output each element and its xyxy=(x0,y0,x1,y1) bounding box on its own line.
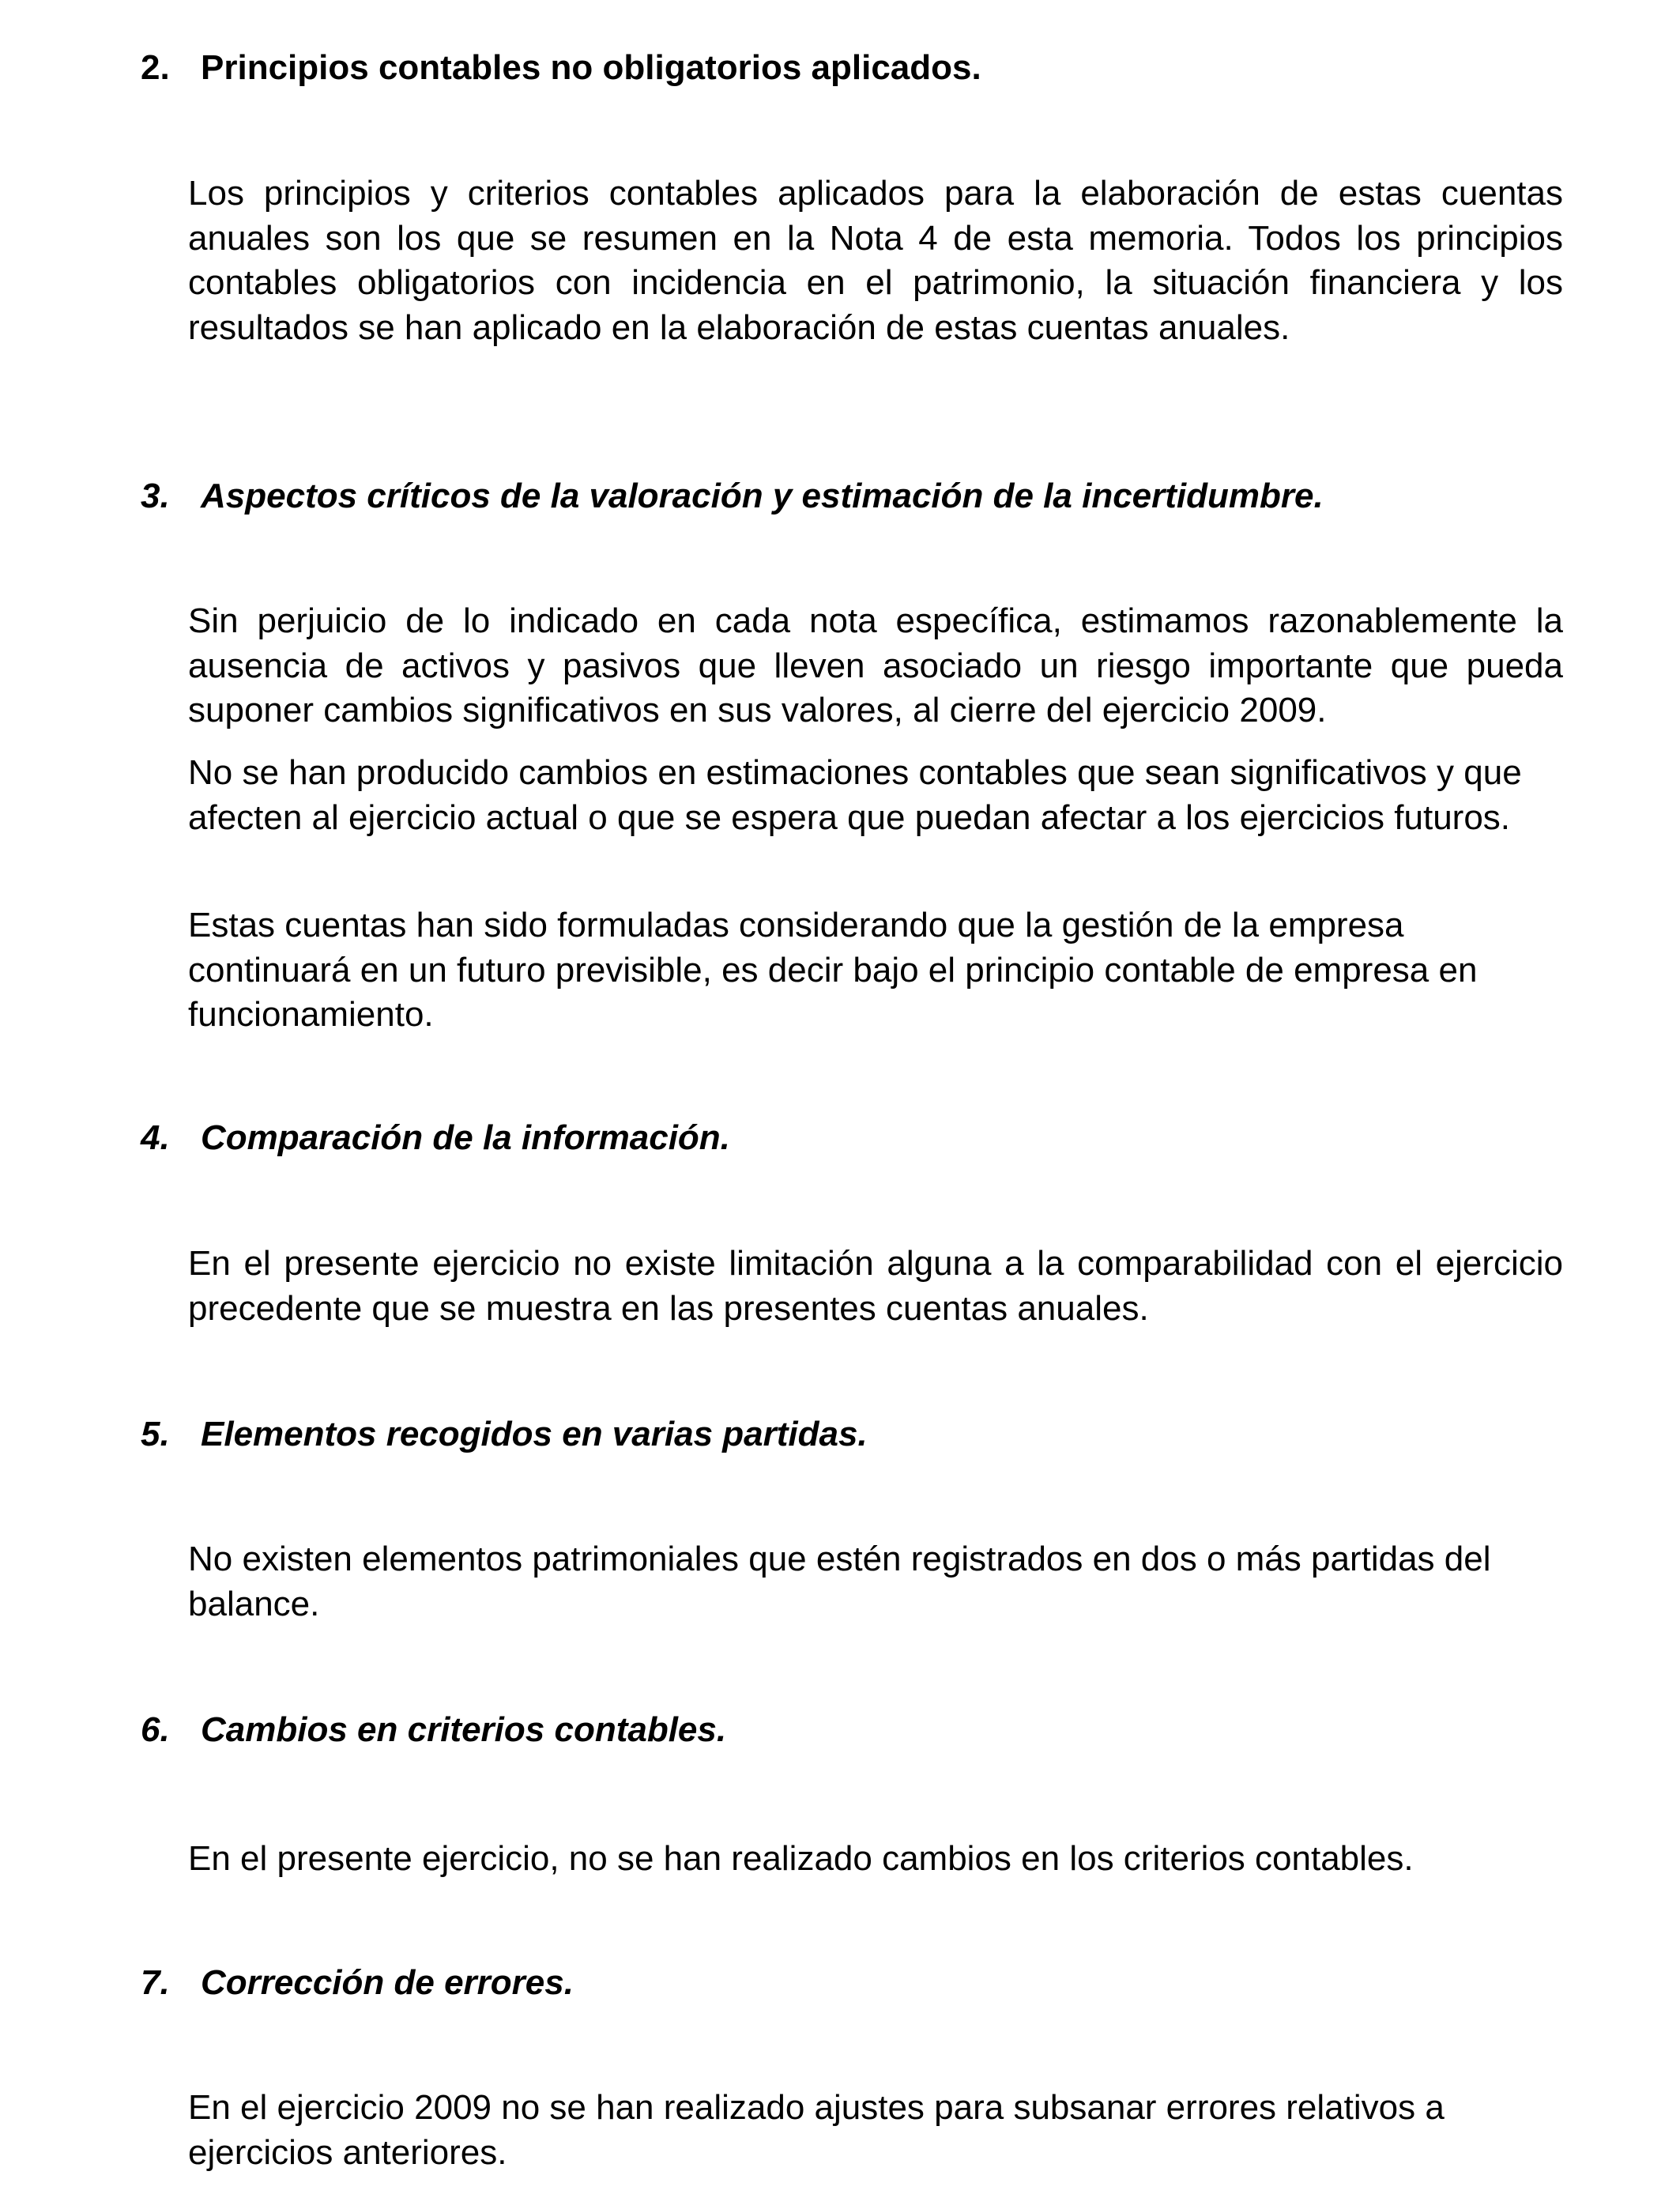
section-heading-3 xyxy=(141,474,1579,518)
section-5-paragraph-1: No existen elementos patrimoniales que estén registrados en dos o más partidas del balance. xyxy=(188,1540,1491,1623)
section-number: 4. xyxy=(141,1118,170,1157)
section-heading-7 xyxy=(141,1961,1579,2005)
section-7-paragraph-1: En el ejercicio 2009 no se han realizado ajustes para subsanar errores relativos a ejercicios anteriores. xyxy=(188,2088,1445,2172)
section-number: 5. xyxy=(141,1415,170,1453)
section-2-paragraph-1: Los principios y criterios contables aplicados para la elaboración de estas cuentas anuales son los que se resumen en la Nota 4 de esta memoria. Todos los principios contables obligatorios con incidencia en el patrimonio, la situación financiera y los resultados se han aplicado en la elaboración de estas cuentas anuales. xyxy=(188,174,1563,347)
section-3-paragraph-2: No se han producido cambios en estimaciones contables que sean significativos y que afecten al ejercicio actual o que se espera que puedan afectar a los ejercicios futuros. xyxy=(188,753,1522,837)
section-number: 3. xyxy=(141,477,170,515)
section-title: Comparación de la información. xyxy=(201,1118,730,1157)
section-heading-6 xyxy=(141,1708,1579,1752)
section-heading-4 xyxy=(141,1116,1579,1160)
section-number: 6. xyxy=(141,1710,170,1749)
section-title: Aspectos críticos de la valoración y estimación de la incertidumbre. xyxy=(201,477,1324,515)
section-title: Corrección de errores. xyxy=(201,1963,574,2002)
section-heading-5 xyxy=(141,1412,1579,1457)
section-6-paragraph-1: En el presente ejercicio, no se han realizado cambios en los criterios contables. xyxy=(188,1839,1414,1878)
section-title: Elementos recogidos en varias partidas. xyxy=(201,1415,868,1453)
section-3-paragraph-1: Sin perjuicio de lo indicado en cada nota específica, estimamos razonablemente la ausencia de activos y pasivos que lleven asociado un riesgo importante que pueda suponer cambios significativos en sus valores, al cierre del ejercicio 2009. xyxy=(188,601,1563,729)
section-number: 7. xyxy=(141,1963,170,2002)
section-heading-2 xyxy=(141,46,1579,90)
section-4-paragraph-1: En el presente ejercicio no existe limitación alguna a la comparabilidad con el ejercicio precedente que se muestra en las presentes cuentas anuales. xyxy=(188,1244,1563,1328)
section-number: 2. xyxy=(141,48,170,87)
section-title: Principios contables no obligatorios aplicados. xyxy=(201,48,981,87)
section-title: Cambios en criterios contables. xyxy=(201,1710,727,1749)
section-3-paragraph-3: Estas cuentas han sido formuladas considerando que la gestión de la empresa continuará en un futuro previsible, es decir bajo el principio contable de empresa en funcionamiento. xyxy=(188,906,1478,1034)
